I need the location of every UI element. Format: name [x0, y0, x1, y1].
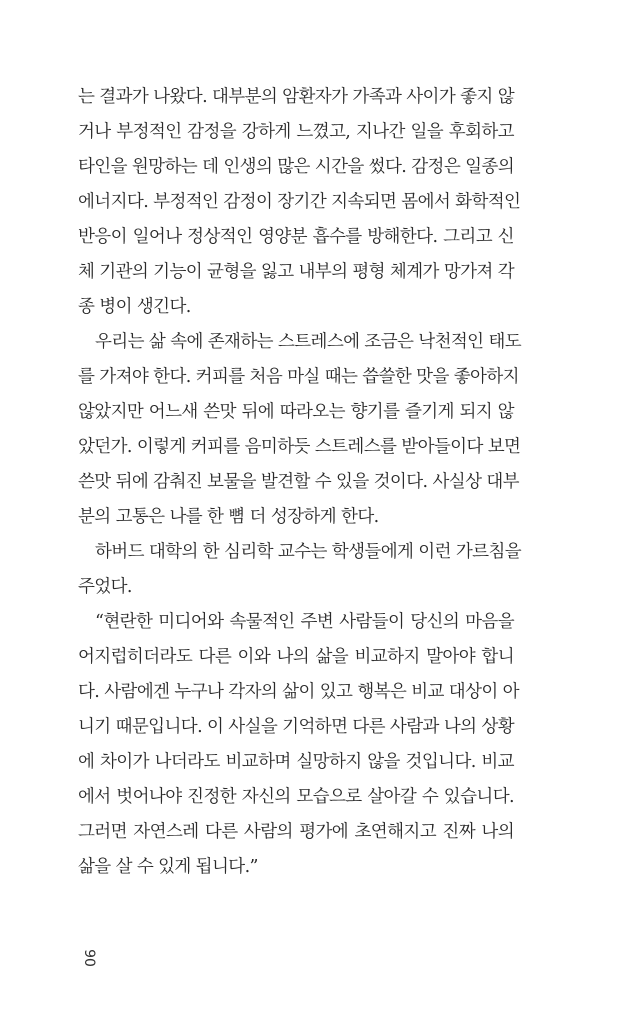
text-line: 에너지다. 부정적인 감정이 장기간 지속되면 몸에서 화학적인	[78, 192, 521, 212]
text-line: 종 병이 생긴다.	[78, 297, 191, 317]
body-text	[78, 80, 522, 885]
paragraph-start-line: 우리는 삶 속에 존재하는 스트레스에 조금은 낙천적인 태도	[95, 332, 522, 352]
text-line: 어지럽히더라도 다른 이와 나의 삶을 비교하지 말아야 합니	[78, 647, 514, 667]
text-line: 다. 사람에겐 누구나 각자의 삶이 있고 행복은 비교 대상이 아	[78, 682, 519, 702]
text-line: 거나 부정적인 감정을 강하게 느꼈고, 지나간 일을 후회하고	[78, 122, 514, 142]
text-line: 주었다.	[78, 577, 132, 597]
text-line: 타인을 원망하는 데 인생의 많은 시간을 썼다. 감정은 일종의	[78, 157, 514, 177]
text-line: 에 차이가 나더라도 비교하며 실망하지 않을 것입니다. 비교	[78, 752, 514, 772]
text-line: 는 결과가 나왔다. 대부분의 암환자가 가족과 사이가 좋지 않	[78, 87, 514, 107]
text-line: 그러면 자연스레 다른 사람의 평가에 초연해지고 진짜 나의	[78, 822, 514, 842]
text-line: 않았지만 어느새 쓴맛 뒤에 따라오는 향기를 즐기게 되지 않	[78, 402, 514, 422]
text-line: 분의 고통은 나를 한 뼘 더 성장하게 한다.	[78, 507, 379, 527]
text-line: 았던가. 이렇게 커피를 음미하듯 스트레스를 받아들이다 보면	[78, 437, 521, 457]
text-line: 삶을 살 수 있게 됩니다.”	[78, 857, 258, 877]
text-line: 쓴맛 뒤에 감춰진 보물을 발견할 수 있을 것이다. 사실상 대부	[78, 472, 519, 492]
text-line: 를 가져야 한다. 커피를 처음 마실 때는 씁쓸한 맛을 좋아하지	[78, 367, 519, 387]
page-number: 90	[80, 949, 97, 967]
text-line: 니기 때문입니다. 이 사실을 기억하면 다른 사람과 나의 상황	[78, 717, 514, 737]
paragraph-start-line: 하버드 대학의 한 심리학 교수는 학생들에게 이런 가르침을	[95, 542, 522, 562]
quote-start-line: “현란한 미디어와 속물적인 주변 사람들이 당신의 마음을	[95, 612, 514, 632]
text-line: 반응이 일어나 정상적인 영양분 흡수를 방해한다. 그리고 신	[78, 227, 514, 247]
text-line: 체 기관의 기능이 균형을 잃고 내부의 평형 체계가 망가져 각	[78, 262, 514, 282]
text-line: 에서 벗어나야 진정한 자신의 모습으로 살아갈 수 있습니다.	[78, 787, 514, 807]
